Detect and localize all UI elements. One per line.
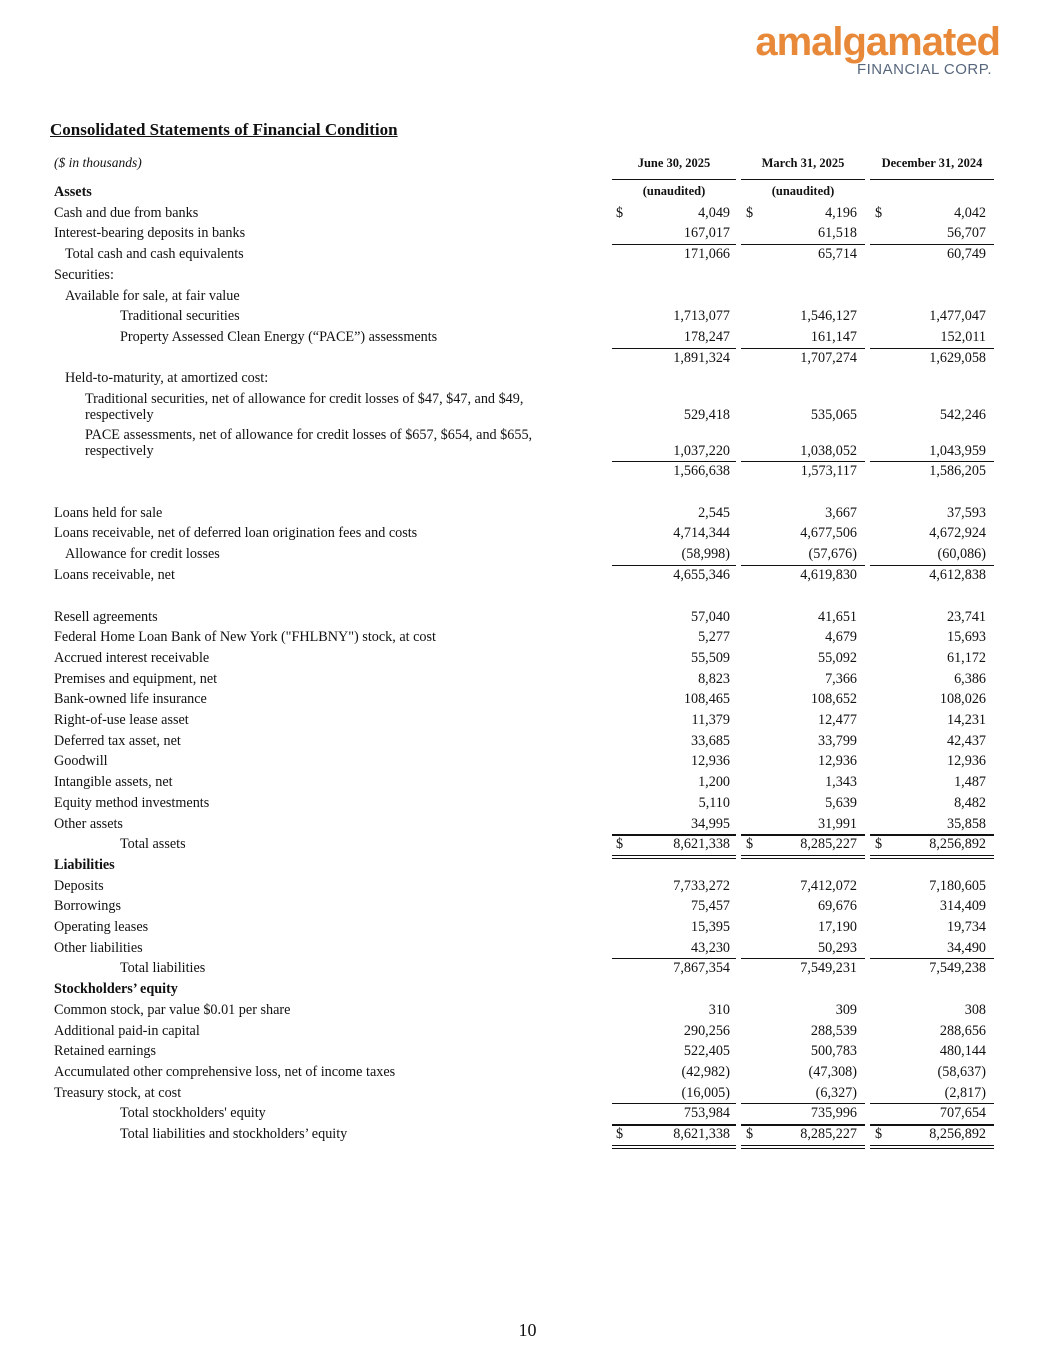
table-row	[0, 753, 1055, 774]
row-label: Securities:	[54, 266, 114, 283]
row-label: Equity method investments	[54, 794, 210, 811]
subtotal-rule	[612, 1103, 736, 1104]
row-value: (58,998)	[681, 546, 730, 563]
row-value: 171,066	[683, 246, 730, 263]
table-row	[0, 246, 1055, 267]
row-label: Treasury stock, at cost	[54, 1084, 182, 1101]
column-header-jun-2025: June 30, 2025	[637, 156, 711, 170]
row-label: Intangible assets, net	[54, 774, 173, 791]
total-top-rule	[741, 1125, 865, 1126]
row-value: 8,256,892	[929, 1126, 986, 1142]
logo-wordmark: amalgamated	[755, 20, 1000, 64]
row-value: 34,995	[690, 815, 730, 832]
row-value: 1,573,117	[800, 463, 857, 479]
row-value: 290,256	[683, 1022, 730, 1039]
row-value: 161,147	[810, 328, 857, 345]
row-value: 12,936	[946, 753, 986, 770]
table-row	[0, 1043, 1055, 1064]
row-value: 1,487	[954, 774, 986, 791]
row-label: Liabilities	[54, 856, 115, 873]
row-value: 108,465	[683, 691, 730, 708]
table-row	[0, 940, 1055, 961]
table-row	[0, 308, 1055, 329]
row-value: 108,026	[939, 691, 986, 708]
table-row	[0, 463, 1055, 484]
row-value: 12,936	[690, 753, 730, 770]
row-value: 4,619,830	[800, 566, 857, 583]
total-top-rule	[870, 1125, 994, 1126]
page-title: Consolidated Statements of Financial Condition	[50, 120, 398, 139]
row-value: 55,509	[690, 649, 730, 666]
total-double-rule	[741, 1145, 865, 1149]
subtotal-rule	[741, 244, 865, 245]
row-label: Right-of-use lease asset	[54, 712, 189, 728]
row-value: 707,654	[939, 1105, 986, 1122]
row-label: Additional paid-in capital	[54, 1022, 200, 1039]
row-value: 15,693	[946, 629, 986, 646]
table-row	[0, 350, 1055, 371]
row-value: 17,190	[817, 919, 857, 935]
row-label: Goodwill	[54, 753, 108, 770]
row-value: 480,144	[939, 1043, 986, 1060]
table-row	[0, 609, 1055, 630]
row-value: 37,593	[946, 504, 986, 521]
row-value: 8,285,227	[800, 1126, 857, 1142]
table-row	[0, 184, 1055, 205]
row-value: 542,246	[939, 407, 986, 423]
table-row	[0, 1105, 1055, 1126]
row-label: Total stockholders' equity	[120, 1105, 266, 1122]
row-value: 1,038,052	[800, 443, 857, 459]
subtotal-rule	[870, 958, 994, 959]
row-value: 314,409	[939, 898, 986, 915]
row-label: Held-to-maturity, at amortized cost:	[65, 370, 269, 387]
table-row	[0, 712, 1055, 733]
row-value: 1,043,959	[929, 443, 986, 459]
total-double-rule	[612, 1145, 736, 1149]
row-value: 500,783	[810, 1043, 857, 1060]
table-row	[0, 878, 1055, 899]
column-subheader-mar-2025: (unaudited)	[771, 184, 835, 198]
row-value: 69,676	[817, 898, 857, 915]
row-value: 1,200	[698, 774, 730, 791]
table-row	[0, 774, 1055, 795]
row-value: 1,629,058	[929, 349, 986, 366]
row-label: Deferred tax asset, net	[54, 732, 181, 749]
header-rule	[612, 179, 736, 180]
subtotal-rule	[741, 1103, 865, 1104]
subtotal-rule	[870, 461, 994, 462]
row-value: 56,707	[946, 225, 986, 242]
row-value: 6,386	[954, 670, 986, 687]
subtotal-rule	[741, 461, 865, 462]
row-label: Borrowings	[54, 898, 121, 915]
row-value: 55,092	[817, 649, 857, 666]
row-label: Interest-bearing deposits in banks	[54, 225, 246, 242]
header-rule	[870, 179, 994, 180]
row-value: 14,231	[946, 712, 986, 728]
row-label: Resell agreements	[54, 608, 158, 625]
dollar-sign: $	[875, 836, 883, 853]
row-value: (16,005)	[681, 1084, 730, 1101]
row-value: 535,065	[810, 407, 857, 423]
row-value: 5,277	[698, 629, 730, 646]
subtotal-rule	[870, 565, 994, 566]
row-value: 8,256,892	[929, 836, 986, 853]
row-value: 7,549,238	[929, 960, 986, 977]
dollar-sign: $	[616, 836, 624, 853]
row-value: 152,011	[940, 328, 986, 345]
column-header-dec-2024: December 31, 2024	[881, 156, 983, 170]
row-value: (58,637)	[937, 1063, 986, 1080]
row-value: 7,733,272	[673, 877, 730, 894]
row-label: Traditional securities	[120, 308, 240, 325]
row-value: 308	[964, 1001, 986, 1018]
row-value: 1,707,274	[800, 349, 857, 366]
row-label: Retained earnings	[54, 1043, 157, 1060]
table-row	[0, 525, 1055, 546]
row-value: 288,539	[810, 1022, 857, 1039]
total-top-rule	[612, 1125, 736, 1126]
table-row	[0, 267, 1055, 288]
table-row	[0, 733, 1055, 754]
table-row	[0, 1126, 1055, 1147]
row-value: 753,984	[683, 1105, 730, 1122]
row-value: 57,040	[690, 608, 730, 625]
row-label: Common stock, par value $0.01 per share	[54, 1001, 291, 1018]
column-header-mar-2025: March 31, 2025	[761, 156, 845, 170]
header-rule	[741, 179, 865, 180]
row-value: 735,996	[810, 1105, 857, 1122]
row-value: 309	[835, 1001, 857, 1018]
row-label: Available for sale, at fair value	[65, 287, 240, 304]
table-row	[0, 505, 1055, 526]
row-label: PACE assessments, net of allowance for credit losses of $657, $654, and $655, respectively	[85, 427, 533, 459]
row-value: 4,679	[825, 629, 857, 646]
dollar-sign: $	[616, 1126, 624, 1142]
subtotal-rule	[612, 958, 736, 959]
page-number: 10	[518, 1320, 537, 1340]
row-value: 167,017	[683, 225, 730, 242]
row-value: 1,477,047	[929, 308, 986, 325]
row-value: 3,667	[825, 504, 857, 521]
row-label: Total cash and cash equivalents	[65, 246, 244, 263]
row-value: 33,799	[817, 732, 857, 749]
row-value: 4,042	[954, 204, 986, 221]
table-row	[0, 546, 1055, 567]
table-row	[0, 960, 1055, 981]
row-value: 12,477	[817, 712, 857, 728]
row-value: (6,327)	[815, 1084, 857, 1101]
row-value: 4,672,924	[929, 525, 986, 542]
table-row	[0, 857, 1055, 878]
row-label: Cash and due from banks	[54, 204, 199, 221]
row-value: 5,110	[698, 794, 730, 811]
row-value: (42,982)	[681, 1063, 730, 1080]
row-value: 31,991	[817, 815, 857, 832]
dollar-sign: $	[746, 204, 754, 221]
table-row	[0, 288, 1055, 309]
row-value: 34,490	[946, 939, 986, 956]
row-value: 310	[708, 1001, 730, 1018]
row-value: 8,621,338	[673, 836, 730, 853]
subtotal-rule	[741, 958, 865, 959]
subtotal-rule	[870, 244, 994, 245]
units-note: ($ in thousands)	[54, 155, 142, 170]
row-value: 8,621,338	[673, 1126, 730, 1142]
row-value: 108,652	[810, 691, 857, 708]
table-row	[0, 1002, 1055, 1023]
subtotal-rule	[612, 348, 736, 349]
row-value: 23,741	[946, 608, 986, 625]
table-row	[0, 205, 1055, 226]
total-top-rule	[612, 835, 736, 836]
table-row	[0, 427, 1055, 463]
subtotal-rule	[612, 565, 736, 566]
row-label: Loans receivable, net	[54, 566, 175, 583]
subtotal-rule	[870, 348, 994, 349]
row-label: Other liabilities	[54, 939, 143, 956]
row-value: 4,612,838	[929, 566, 986, 583]
row-label: Operating leases	[54, 919, 149, 935]
row-value: 529,418	[683, 407, 730, 423]
table-row	[0, 650, 1055, 671]
row-label: Loans receivable, net of deferred loan origination fees and costs	[54, 525, 418, 542]
subtotal-rule	[612, 461, 736, 462]
row-value: 8,823	[698, 670, 730, 687]
row-value: 60,749	[946, 246, 986, 263]
table-row	[0, 691, 1055, 712]
table-row	[0, 816, 1055, 837]
row-label: Total liabilities and stockholders’ equity	[120, 1126, 348, 1142]
row-value: 1,713,077	[673, 308, 730, 325]
subtotal-rule	[741, 348, 865, 349]
row-value: 50,293	[817, 939, 857, 956]
table-row	[0, 836, 1055, 857]
table-row	[0, 1064, 1055, 1085]
row-value: 522,405	[683, 1043, 730, 1060]
row-value: (60,086)	[937, 546, 986, 563]
row-label: Property Assessed Clean Energy (“PACE”) assessments	[120, 328, 438, 345]
row-value: 1,586,205	[929, 463, 986, 479]
row-label: Federal Home Loan Bank of New York ("FHLBNY") stock, at cost	[54, 629, 436, 646]
table-row	[0, 919, 1055, 940]
row-value: 75,457	[690, 898, 730, 915]
table-row	[0, 225, 1055, 246]
row-label: Other assets	[54, 815, 123, 832]
row-value: 12,936	[817, 753, 857, 770]
row-value: 288,656	[939, 1022, 986, 1039]
subtotal-rule	[612, 244, 736, 245]
row-value: (2,817)	[944, 1084, 986, 1101]
row-label: Accrued interest receivable	[54, 649, 210, 666]
table-row	[0, 329, 1055, 350]
row-value: 1,343	[825, 774, 857, 791]
row-value: 1,546,127	[800, 308, 857, 325]
row-label: Premises and equipment, net	[54, 670, 218, 687]
row-value: 7,549,231	[800, 960, 857, 977]
table-row	[0, 1023, 1055, 1044]
row-value: 8,482	[954, 794, 986, 811]
row-value: 35,858	[946, 815, 986, 832]
row-value: 7,180,605	[929, 877, 986, 894]
row-value: 178,247	[683, 328, 730, 345]
row-value: 11,379	[691, 712, 730, 728]
total-double-rule	[870, 1145, 994, 1149]
row-value: 5,639	[825, 794, 857, 811]
row-label: Total assets	[120, 836, 186, 853]
row-label: Total liabilities	[120, 960, 206, 977]
row-value: (57,676)	[808, 546, 857, 563]
table-row	[0, 898, 1055, 919]
row-label: Bank-owned life insurance	[54, 691, 207, 708]
row-value: 7,366	[825, 670, 857, 687]
row-label: Stockholders’ equity	[54, 981, 178, 998]
row-value: 1,037,220	[673, 443, 730, 459]
column-subheader-jun-2025: (unaudited)	[642, 184, 706, 198]
table-row	[0, 567, 1055, 588]
row-value: 8,285,227	[800, 836, 857, 853]
row-value: 42,437	[946, 732, 986, 749]
row-value: 2,545	[698, 504, 730, 521]
total-top-rule	[870, 835, 994, 836]
row-value: 4,196	[825, 204, 857, 221]
dollar-sign: $	[746, 836, 754, 853]
row-label: Assets	[54, 184, 92, 200]
row-value: 1,566,638	[673, 463, 730, 479]
row-value: 43,230	[690, 939, 730, 956]
row-label: Deposits	[54, 877, 104, 894]
table-row	[0, 629, 1055, 650]
dollar-sign: $	[616, 204, 624, 221]
table-row	[0, 671, 1055, 692]
row-label: Allowance for credit losses	[65, 546, 220, 563]
table-row	[0, 370, 1055, 391]
row-value: 65,714	[817, 246, 857, 263]
logo-subtitle: FINANCIAL CORP.	[856, 61, 992, 78]
row-value: 1,891,324	[673, 349, 730, 366]
table-row	[0, 391, 1055, 427]
row-value: 7,412,072	[800, 877, 857, 894]
row-label: Accumulated other comprehensive loss, net of income taxes	[54, 1063, 396, 1080]
row-value: 15,395	[690, 919, 730, 935]
row-value: 7,867,354	[673, 960, 730, 977]
row-value: 61,518	[817, 225, 857, 242]
row-value: 19,734	[946, 919, 986, 935]
row-label: Loans held for sale	[54, 504, 163, 521]
row-value: (47,308)	[808, 1063, 857, 1080]
company-logo	[690, 22, 1000, 82]
total-top-rule	[741, 835, 865, 836]
subtotal-rule	[870, 1103, 994, 1104]
row-label: Traditional securities, net of allowance for credit losses of $47, $47, and $49, respectively	[85, 391, 524, 423]
dollar-sign: $	[875, 1126, 883, 1142]
row-value: 4,677,506	[800, 525, 857, 542]
table-row	[0, 795, 1055, 816]
subtotal-rule	[741, 565, 865, 566]
dollar-sign: $	[875, 204, 883, 221]
row-value: 33,685	[690, 732, 730, 749]
row-value: 41,651	[817, 608, 857, 625]
dollar-sign: $	[746, 1126, 754, 1142]
row-value: 4,655,346	[673, 566, 730, 583]
row-value: 61,172	[946, 649, 986, 666]
row-value: 4,049	[698, 204, 730, 221]
row-value: 4,714,344	[673, 525, 730, 542]
table-row	[0, 981, 1055, 1002]
table-row	[0, 1085, 1055, 1106]
